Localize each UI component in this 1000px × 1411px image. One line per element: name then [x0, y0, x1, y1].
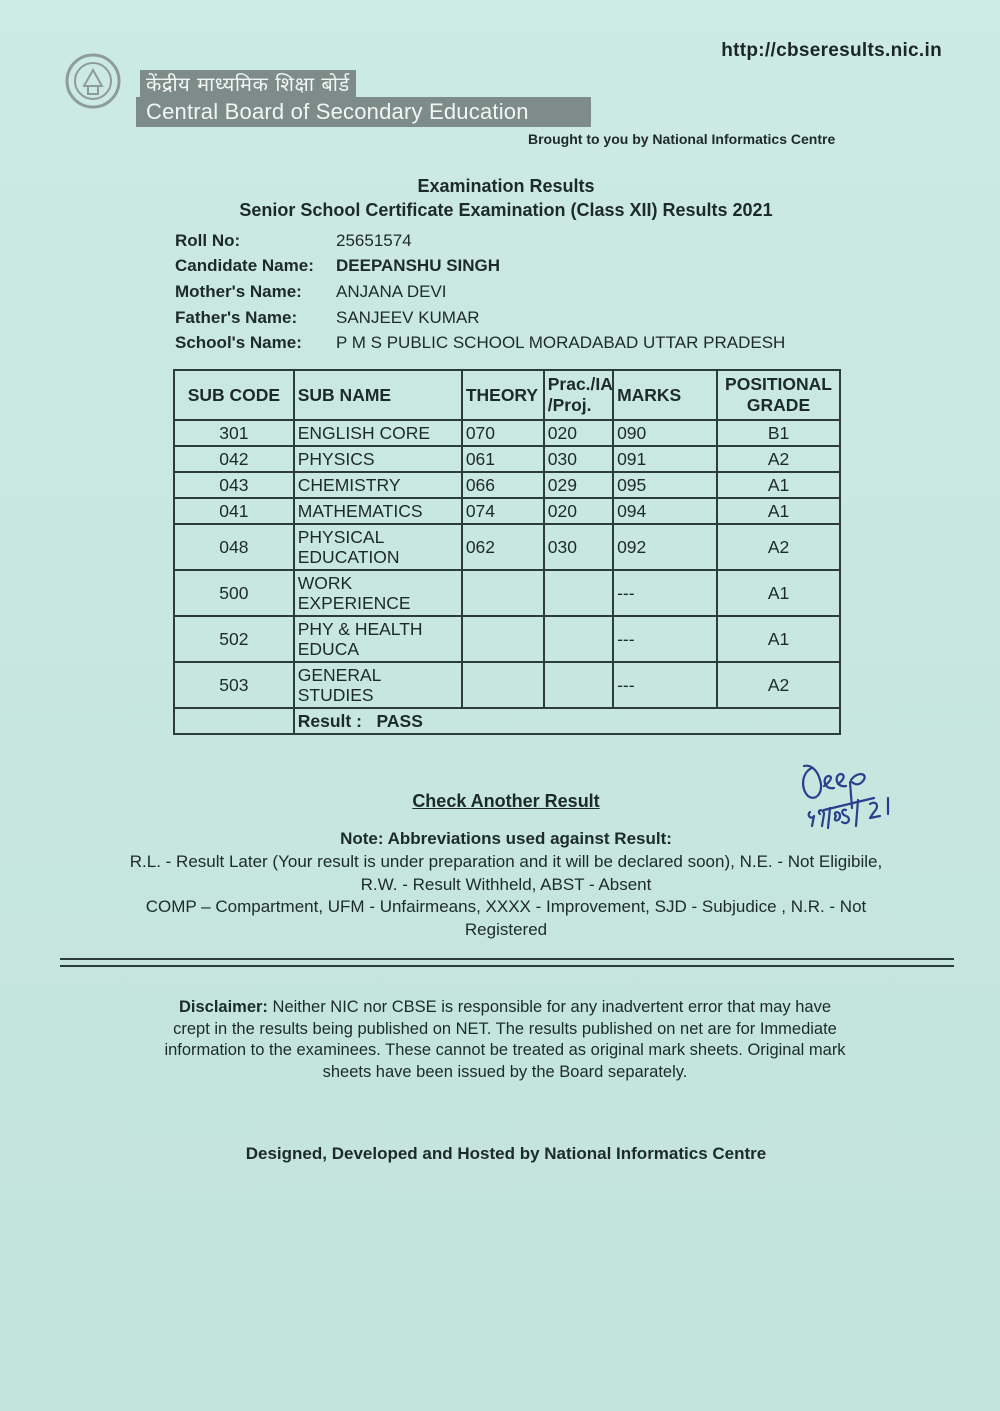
result-empty-cell — [174, 708, 294, 734]
marks-cell: 094 — [613, 498, 717, 524]
school-name-row — [175, 330, 785, 356]
sub-name-line2: EXPERIENCE — [297, 593, 411, 613]
header-grade-line1: POSITIONAL — [725, 374, 832, 394]
note-line-3: COMP – Compartment, UFM - Unfairmeans, XXXX - Improvement, SJD - Subjudice , N.R. - Not — [145, 897, 867, 916]
disclaimer-label: Disclaimer: — [178, 998, 268, 1016]
theory-cell — [462, 662, 544, 708]
theory-cell: 074 — [462, 498, 544, 524]
table-row — [174, 616, 840, 662]
marks-cell: --- — [613, 570, 717, 616]
sub-code-cell: 043 — [174, 472, 294, 498]
sub-name-line1: PHY & HEALTH — [297, 619, 423, 639]
practical-cell: 020 — [544, 420, 613, 446]
header-practical-line2: /Proj. — [547, 395, 592, 415]
marks-cell: --- — [613, 662, 717, 708]
table-header-row — [174, 370, 840, 420]
practical-cell: 030 — [544, 446, 613, 472]
marks-cell: --- — [613, 616, 717, 662]
grade-cell: A1 — [717, 498, 840, 524]
roll-label: Roll No: — [175, 230, 241, 250]
note-heading: Note: Abbreviations used against Result: — [340, 829, 672, 848]
result-label: Result : — [297, 710, 362, 731]
sub-name-cell: ENGLISH CORE — [294, 420, 462, 446]
theory-cell — [462, 616, 544, 662]
roll-value: 25651574 — [336, 230, 412, 250]
practical-cell: 030 — [544, 524, 613, 570]
table-row — [174, 570, 840, 616]
table-row — [174, 420, 840, 446]
candidate-info — [175, 228, 785, 356]
sub-name-line1: PHYSICAL — [297, 527, 385, 547]
grade-cell: A1 — [717, 570, 840, 616]
theory-cell: 066 — [462, 472, 544, 498]
practical-cell: 029 — [544, 472, 613, 498]
marks-table — [173, 369, 841, 735]
candidate-name-label: Candidate Name: — [175, 256, 314, 276]
marks-cell: 091 — [613, 446, 717, 472]
sub-name-cell: CHEMISTRY — [294, 472, 462, 498]
sub-code-cell: 041 — [174, 498, 294, 524]
sub-name-line2: EDUCA — [297, 639, 360, 659]
mother-name-label: Mother's Name: — [175, 281, 302, 301]
header-grade-line2: GRADE — [746, 395, 811, 415]
father-name-label: Father's Name: — [175, 307, 298, 327]
sub-name-line1: WORK — [297, 573, 353, 593]
sub-code-cell: 048 — [174, 524, 294, 570]
table-row — [174, 498, 840, 524]
theory-cell — [462, 570, 544, 616]
sub-name-line1: GENERAL — [297, 665, 382, 685]
roll-row — [175, 228, 785, 254]
note-line-2: R.W. - Result Withheld, ABST - Absent — [360, 874, 652, 894]
sub-code-cell: 502 — [174, 616, 294, 662]
board-name-english: Central Board of Secondary Education — [136, 97, 591, 127]
page-title: Examination Results — [417, 176, 595, 196]
brought-by-text: Brought to you by National Informatics Centre — [528, 131, 836, 147]
site-url[interactable]: http://cbseresults.nic.in — [721, 40, 942, 61]
sub-name-cell — [294, 662, 462, 708]
school-name-label: School's Name: — [175, 333, 302, 353]
note-line-1: R.L. - Result Later (Your result is under preparation and it will be declared soon), N.E. - Not Eligibile, — [129, 852, 883, 871]
practical-cell — [544, 570, 613, 616]
sub-name-cell — [294, 616, 462, 662]
sub-name-cell: MATHEMATICS — [294, 498, 462, 524]
grade-cell: A2 — [717, 446, 840, 472]
grade-cell: A1 — [717, 472, 840, 498]
sub-name-line2: STUDIES — [297, 685, 374, 705]
abbreviations-note — [60, 851, 952, 941]
father-name-row — [175, 305, 785, 331]
marks-cell: 090 — [613, 420, 717, 446]
board-name-hindi: केंद्रीय माध्यमिक शिक्षा बोर्ड — [140, 70, 356, 98]
table-row — [174, 524, 840, 570]
table-row — [174, 662, 840, 708]
divider-line-top — [60, 958, 954, 960]
header-practical — [544, 370, 613, 420]
theory-cell: 061 — [462, 446, 544, 472]
marks-cell: 095 — [613, 472, 717, 498]
sub-code-cell: 500 — [174, 570, 294, 616]
header-sub-code: SUB CODE — [174, 370, 294, 420]
result-row — [174, 708, 840, 734]
header-theory: THEORY — [462, 370, 544, 420]
father-name-value: SANJEEV KUMAR — [336, 307, 480, 327]
sub-name-cell — [294, 524, 462, 570]
sub-name-cell: PHYSICS — [294, 446, 462, 472]
grade-cell: A2 — [717, 524, 840, 570]
practical-cell: 020 — [544, 498, 613, 524]
cbse-emblem-icon — [64, 50, 122, 112]
candidate-name-value: DEEPANSHU SINGH — [336, 256, 501, 276]
marks-cell: 092 — [613, 524, 717, 570]
school-name-value: P M S PUBLIC SCHOOL MORADABAD UTTAR PRADESH — [336, 333, 786, 353]
result-value: PASS — [376, 710, 423, 731]
header-sub-name: SUB NAME — [294, 370, 462, 420]
sub-code-cell: 301 — [174, 420, 294, 446]
grade-cell: A1 — [717, 616, 840, 662]
footer-credit: Designed, Developed and Hosted by National Informatics Centre — [245, 1144, 767, 1163]
check-another-result-link[interactable]: Check Another Result — [412, 791, 600, 811]
practical-cell — [544, 662, 613, 708]
grade-cell: B1 — [717, 420, 840, 446]
practical-cell — [544, 616, 613, 662]
header-grade — [717, 370, 840, 420]
grade-cell: A2 — [717, 662, 840, 708]
sub-name-line2: EDUCATION — [297, 547, 400, 567]
disclaimer — [160, 997, 850, 1083]
mother-name-row — [175, 279, 785, 305]
note-line-4: Registered — [464, 919, 548, 939]
disclaimer-text: Neither NIC nor CBSE is responsible for any inadvertent error that may have crept in the results being published on NET. The results published on net are for Immediate information to the examinees. These cannot be treated as original mark sheets. Original mark sheets have been issued by the Board separately. — [164, 998, 846, 1081]
theory-cell: 070 — [462, 420, 544, 446]
sub-code-cell: 503 — [174, 662, 294, 708]
sub-name-cell — [294, 570, 462, 616]
result-cell — [294, 708, 840, 734]
sub-code-cell: 042 — [174, 446, 294, 472]
mother-name-value: ANJANA DEVI — [336, 281, 447, 301]
table-row — [174, 446, 840, 472]
candidate-name-row — [175, 254, 785, 280]
header-marks: MARKS — [613, 370, 717, 420]
header-practical-line1: Prac./IA — [547, 374, 613, 394]
theory-cell: 062 — [462, 524, 544, 570]
divider-line-bottom — [60, 965, 954, 967]
exam-title: Senior School Certificate Examination (Class XII) Results 2021 — [239, 200, 773, 220]
table-row — [174, 472, 840, 498]
